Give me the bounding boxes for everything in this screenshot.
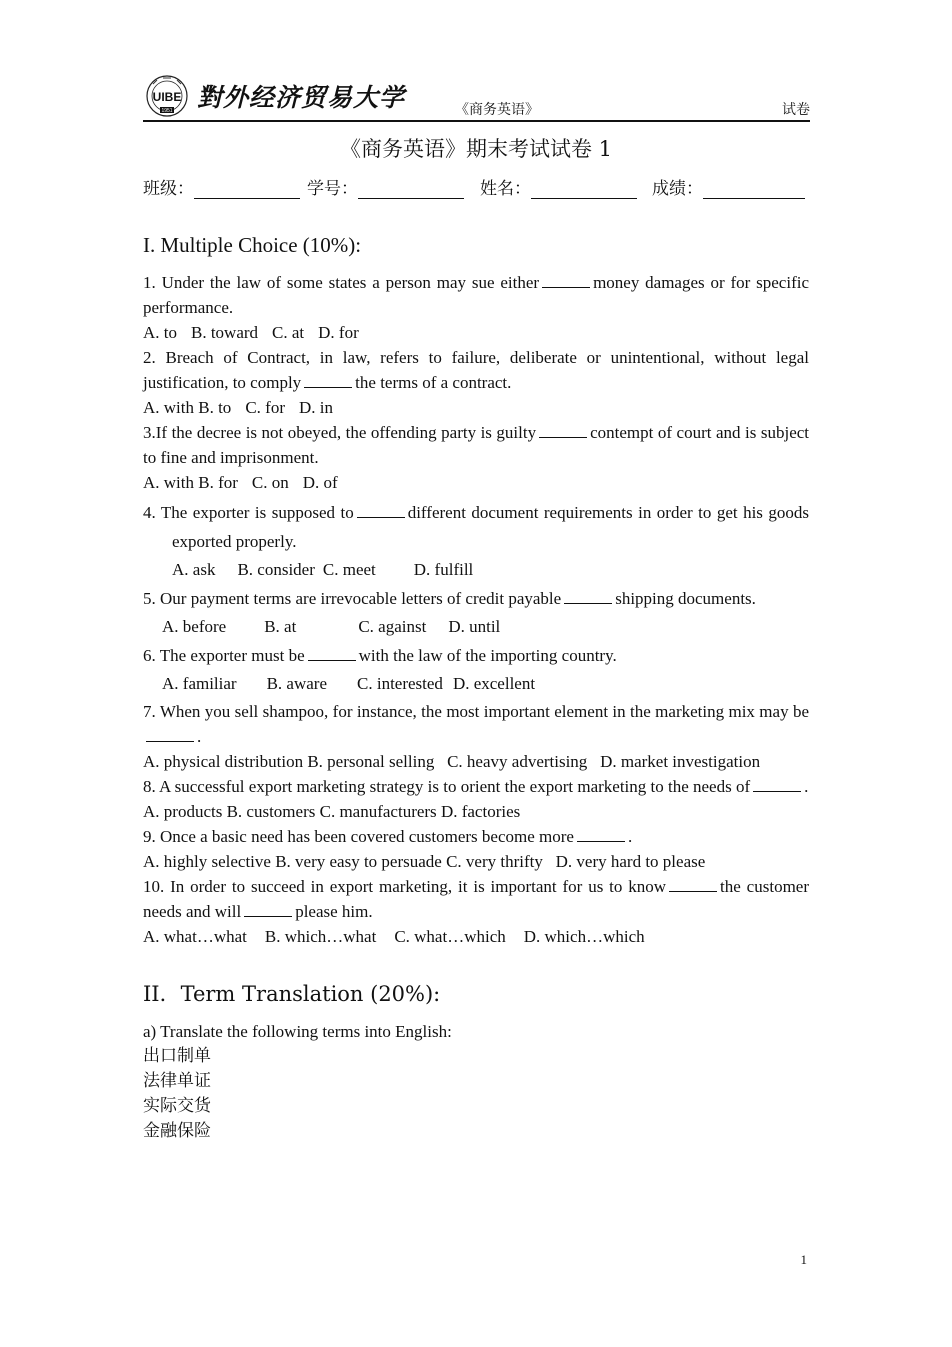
class-label: 班级：: [143, 179, 194, 199]
answer-blank[interactable]: [146, 724, 194, 742]
question-1-options: A. to B. toward C. at D. for: [143, 323, 359, 342]
answer-blank[interactable]: [542, 270, 590, 288]
question-2: 2. Breach of Contract, in law, refers to failure, deliberate or unintentional, without legal justification, to comply the terms of a contract.: [143, 348, 809, 392]
question-6: 6. The exporter must be with the law of the importing country.: [143, 642, 809, 671]
answer-blank[interactable]: [304, 370, 352, 388]
question-8-options: A. products B. customers C. manufacturers D. factories: [143, 801, 521, 821]
question-5: 5. Our payment terms are irrevocable letters of credit payable shipping documents.: [143, 585, 809, 614]
question-7-options: A. physical distribution B. personal selling C. heavy advertising D. market investigation: [143, 751, 761, 771]
header-divider: [143, 120, 810, 122]
term-item: 法律单证: [143, 1070, 211, 1091]
score-label: 成绩：: [652, 179, 703, 199]
answer-blank[interactable]: [577, 824, 625, 842]
question-8: 8. A successful export marketing strategy is to orient the export marketing to the needs of .: [143, 774, 809, 799]
class-field[interactable]: [143, 174, 300, 199]
student-id-field[interactable]: [307, 174, 464, 199]
answer-blank[interactable]: [753, 774, 801, 792]
class-blank[interactable]: [194, 180, 300, 199]
svg-text:UIBE: UIBE: [152, 90, 182, 104]
question-5-options: A. before B. at C. against D. until: [162, 617, 501, 636]
exam-content: [143, 230, 809, 1144]
question-7: 7. When you sell shampoo, for instance, the most important element in the marketing mix may be.: [143, 701, 809, 746]
answer-blank[interactable]: [244, 899, 292, 917]
svg-text:1951: 1951: [161, 108, 173, 114]
score-field[interactable]: [652, 174, 805, 199]
score-blank[interactable]: [703, 180, 805, 199]
term-item: 出口制单: [143, 1045, 211, 1066]
student-id-label: 学号：: [307, 179, 358, 199]
translation-instruction: a) Translate the following terms into English:: [143, 1021, 452, 1041]
university-name-logo: 對外经济贸易大学: [197, 83, 406, 112]
term-item: 实际交货: [143, 1095, 211, 1116]
answer-blank[interactable]: [564, 586, 612, 604]
name-blank[interactable]: [531, 180, 637, 199]
page-number: 1: [800, 1252, 807, 1267]
question-4-options: A. ask B. consider C. meet D. fulfill: [172, 560, 474, 579]
section-multiple-choice-title: I. Multiple Choice (10%):: [143, 233, 362, 257]
section-term-translation-title: II．Term Translation (20%):: [143, 981, 441, 1006]
question-6-options: A. familiar B. aware C. interested D. excellent: [162, 674, 536, 693]
header-course-title: 《商务英语》: [455, 102, 539, 118]
question-10: 10. In order to succeed in export marketing, it is important for us to know the customer needs and will please him.: [143, 874, 809, 924]
answer-blank[interactable]: [357, 500, 405, 518]
student-id-blank[interactable]: [358, 180, 464, 199]
page-header: [143, 72, 810, 122]
name-field[interactable]: [480, 174, 637, 199]
term-item: 金融保险: [143, 1120, 211, 1141]
question-3-options: A. with B. for C. on D. of: [143, 473, 338, 492]
question-10-options: A. what…what B. which…what C. what…which D. which…which: [143, 926, 645, 946]
answer-blank[interactable]: [669, 874, 717, 892]
question-9: 9. Once a basic need has been covered customers become more .: [143, 824, 809, 849]
exam-title: 《商务英语》期末考试试卷 1: [339, 137, 613, 161]
university-logo-icon: [143, 74, 191, 118]
answer-blank[interactable]: [308, 643, 356, 661]
name-label: 姓名：: [480, 179, 531, 199]
question-9-options: A. highly selective B. very easy to persuade C. very thrifty D. very hard to please: [143, 851, 706, 871]
question-4: 4. The exporter is supposed to different document requirements in order to get his goods exported properly.: [143, 499, 809, 556]
header-doc-type: 试卷: [782, 102, 810, 118]
question-2-options: A. with B. to C. for D. in: [143, 398, 333, 417]
answer-blank[interactable]: [539, 420, 587, 438]
question-3: 3.If the decree is not obeyed, the offending party is guilty contempt of court and is subject to fine and imprisonment.: [143, 420, 809, 470]
student-info-row: [143, 174, 810, 200]
question-1: 1. Under the law of some states a person may sue either money damages or for specific performance.: [143, 270, 809, 320]
